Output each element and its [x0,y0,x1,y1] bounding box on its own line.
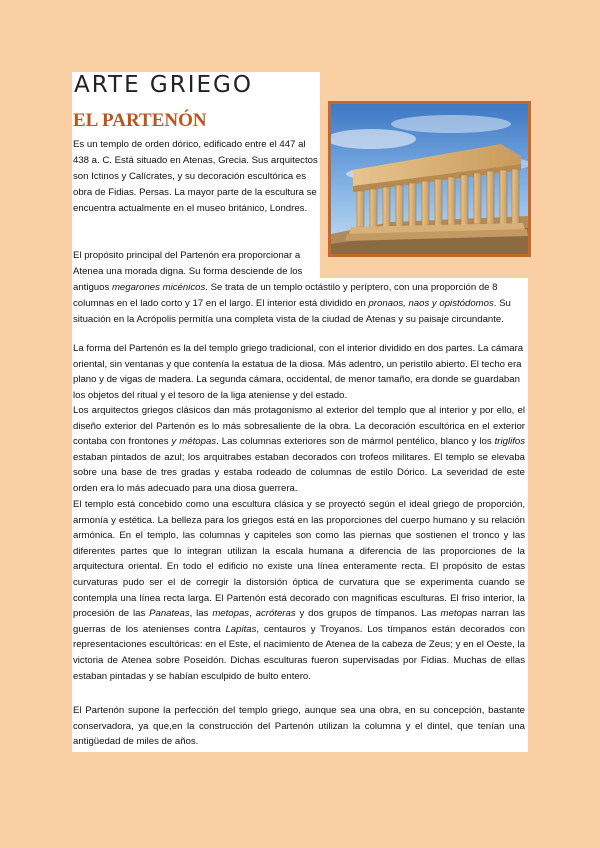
text-run: narran las guerras de los atenienses contra [73,608,526,635]
paragraph-sculpture [73,497,525,684]
text-run: Los arquitectos griegos clásicos dan más protagonismo al exterior del templo que al interior y por ello, el diseño exterior del Partenón es lo más sobresaliente de la obra. La decoración escultórica en el exterior contaba con frontones [73,405,525,448]
text-run: antiguos [73,281,112,293]
text-run: . Se trata de un templo octástilo y períptero, con una proporción de 8 columnas en el lado corto y 17 en el largo. El interior está dividido en [73,281,498,309]
text-run: . Su situación en la Acrópolis permitía una completa vista de la ciudad de Atenas y su paisaje circundante. [73,297,511,325]
parthenon-image [331,104,528,254]
parthenon-photo [328,101,531,257]
text-line: Atenea una morada digna. Su forma desciende de los [73,265,303,277]
text-run: , centauros y Troyanos. Los tímpanos están decorados con representaciones escultóricas: en el Este, el nacimiento de Atenea de la cabeza de Zeus; y en el Oeste, la victoria de Atenea sobre Poseidón. Dichas esculturas fueron supervisadas por Fidias. Muchas de ellas estaban pintadas y se habían esculpido de bulto entero. [73,623,526,682]
paragraph-intro: Es un templo de orden dórico, edificado entre el 447 al 438 a. C. Está situado en Atenas, Grecia. Sus arquitectos son Ictinos y Calícrates, y su decoración escultórica es obra de Fidias. Persas. La mayor parte de la escultura se encuentra actualmente en el museo británico, Londres. [73,139,318,214]
paragraph-exterior [73,403,525,497]
emphasis-text: metopas [440,608,478,620]
emphasis-text: y métopas [171,436,217,448]
text-run: El templo está concebido como una escultura clásica y se proyectó según el ideal griego de proporción, armonía y estética. La belleza para los griegos está en las proporciones del cuerpo humano y su relación armónica. En el templo, las columnas y capiteles son como las piernas que sostienen el tronco y las diferentes partes que lo integran utilizan la escala humana a diferencia de las proporciones de la arquitectura oriental. En todo el edificio no existe una línea enteramente recta. El propósito de estas curvaturas pudo ser el de corregir la distorsión óptica de curvatura que se experimenta cuando se contempla una línea recta larga. El Partenón está decorado con magnificas esculturas. El friso interior, la procesión de las [73,499,525,620]
emphasis-text: acróteras [255,608,296,620]
emphasis-text: Lapitas [225,623,257,635]
emphasis-text: metopas [212,608,250,620]
text-line: El propósito principal del Partenón era proporcionar a [73,250,301,261]
paragraph-conclusion: El Partenón supone la perfección del templo griego, aunque sea una obra, en su concepción, bastante conservadora, ya que,en la construcción del Partenón utilizan la columna y el dintel, que tenían una antigüedad de miles de años. [73,705,525,748]
text-run: estaban pintados de azul; los arquitrabes estaban decorados con trofeos militares. El templo se elevaba sobre una base de tres gradas y estaba rodeado de columnas de estilo Dórico. La severidad de este orden era lo más adecuado para una diosa guerrera. [73,451,525,494]
document-title: ARTE GRIEGO [74,72,253,98]
text-run: , [249,608,256,620]
text-run: y dos grupos de tímpanos. Las [295,608,441,620]
emphasis-text: megarones micénicos [111,281,206,293]
paragraph-purpose [73,248,523,328]
section-title: EL PARTENÓN [73,110,207,131]
emphasis-text: triglifos [494,436,526,448]
emphasis-text: Panateas [149,608,190,620]
text-run: . Las columnas exteriores son de mármol pentélico, blanco y los [216,436,495,448]
paragraph-form: La forma del Partenón es la del templo griego tradicional, con el interior dividido en dos partes. La cámara oriental, sin ventanas y que contenía la estatua de la diosa. Más adentro, un peristilo abierto. El techo era plano y de vigas de madera. La segunda cámara, occidental, de menor tamaño, era donde se guardaban los objetos del ritual y el tesoro de la liga ateniense y del estado. [73,343,524,401]
text-run: , las [189,608,213,620]
emphasis-text: pronaos, naos y opistódomos [368,297,494,309]
